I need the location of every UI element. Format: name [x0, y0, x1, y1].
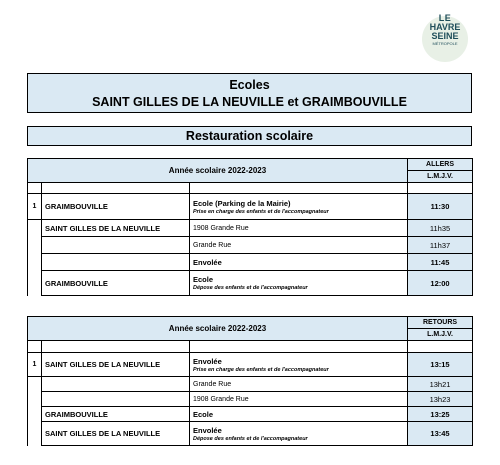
stop-cell: 1908 Grande Rue: [190, 392, 408, 407]
retours-year-label: Année scolaire 2022-2023: [28, 317, 408, 341]
time-cell: 13h21: [408, 377, 473, 392]
page-subtitle: Restauration scolaire: [27, 126, 472, 146]
spacer-cell: [28, 341, 42, 353]
retours-direction: RETOURS: [408, 317, 473, 329]
line-number: 1: [28, 194, 42, 220]
time-cell: 11:30: [408, 194, 473, 220]
stop-cell: [190, 271, 408, 296]
commune-cell: SAINT GILLES DE LA NEUVILLE: [42, 422, 190, 446]
time-cell: 13:25: [408, 407, 473, 422]
allers-table: [27, 158, 473, 296]
stop-cell: Grande Rue: [190, 377, 408, 392]
commune-cell: SAINT GILLES DE LA NEUVILLE: [42, 220, 190, 237]
stop-cell: [190, 353, 408, 377]
stop-cell: Grande Rue: [190, 237, 408, 254]
logo-line2: HAVRE: [429, 22, 461, 32]
spacer-cell: [28, 183, 42, 194]
time-cell: 11h37: [408, 237, 473, 254]
stop-name: Envolée: [193, 257, 222, 267]
time-cell: 12:00: [408, 271, 473, 296]
stop-note: Prise en charge des enfants et de l'accompagnateur: [193, 366, 329, 373]
commune-cell: [42, 254, 190, 271]
retours-table: [27, 316, 473, 446]
empty-cell: [28, 422, 42, 446]
commune-cell: [42, 377, 190, 392]
title-line2: SAINT GILLES DE LA NEUVILLE et GRAIMBOUVILLE: [92, 95, 407, 109]
stop-cell: [190, 254, 408, 271]
line-number: 1: [28, 353, 42, 377]
stop-name: Ecole: [193, 409, 214, 419]
allers-days: L.M.J.V.: [408, 171, 473, 183]
spacer-cell: [408, 183, 473, 194]
empty-cell: [28, 392, 42, 407]
logo-line1: LE: [438, 13, 452, 23]
time-cell: 13:45: [408, 422, 473, 446]
commune-cell: GRAIMBOUVILLE: [42, 271, 190, 296]
empty-cell: [28, 237, 42, 254]
logo-line3: SEINE: [431, 31, 459, 41]
time-cell: 13:15: [408, 353, 473, 377]
time-cell: 11h35: [408, 220, 473, 237]
stop-note: Dépose des enfants et de l'accompagnateur: [193, 435, 308, 442]
title-line1: Ecoles: [229, 78, 270, 92]
empty-cell: [28, 407, 42, 422]
stop-note: Prise en charge des enfants et de l'accompagnateur: [193, 208, 329, 215]
stop-cell: [190, 407, 408, 422]
logo-line4: MÉTROPOLE: [432, 41, 458, 46]
time-cell: 11:45: [408, 254, 473, 271]
time-cell: 13h23: [408, 392, 473, 407]
empty-cell: [28, 220, 42, 237]
commune-cell: GRAIMBOUVILLE: [42, 194, 190, 220]
commune-cell: GRAIMBOUVILLE: [42, 407, 190, 422]
stop-cell: [190, 194, 408, 220]
stop-name: Envolée: [193, 356, 222, 366]
stop-cell: [190, 422, 408, 446]
empty-cell: [28, 377, 42, 392]
spacer-cell: [190, 183, 408, 194]
stop-cell: 1908 Grande Rue: [190, 220, 408, 237]
allers-year-label: Année scolaire 2022-2023: [28, 159, 408, 183]
le-havre-seine-logo: [420, 14, 470, 52]
stop-name: Envolée: [193, 425, 222, 435]
stop-name: Ecole: [193, 275, 214, 284]
commune-cell: [42, 237, 190, 254]
commune-cell: [42, 392, 190, 407]
spacer-cell: [408, 341, 473, 353]
spacer-cell: [42, 183, 190, 194]
empty-cell: [28, 254, 42, 271]
stop-name: Ecole (Parking de la Mairie): [193, 198, 291, 208]
stop-note: Dépose des enfants et de l'accompagnateur: [193, 285, 308, 291]
commune-cell: SAINT GILLES DE LA NEUVILLE: [42, 353, 190, 377]
page-title: [27, 73, 472, 113]
spacer-cell: [190, 341, 408, 353]
spacer-cell: [42, 341, 190, 353]
retours-days: L.M.J.V.: [408, 329, 473, 341]
empty-cell: [28, 271, 42, 296]
allers-direction: ALLERS: [408, 159, 473, 171]
